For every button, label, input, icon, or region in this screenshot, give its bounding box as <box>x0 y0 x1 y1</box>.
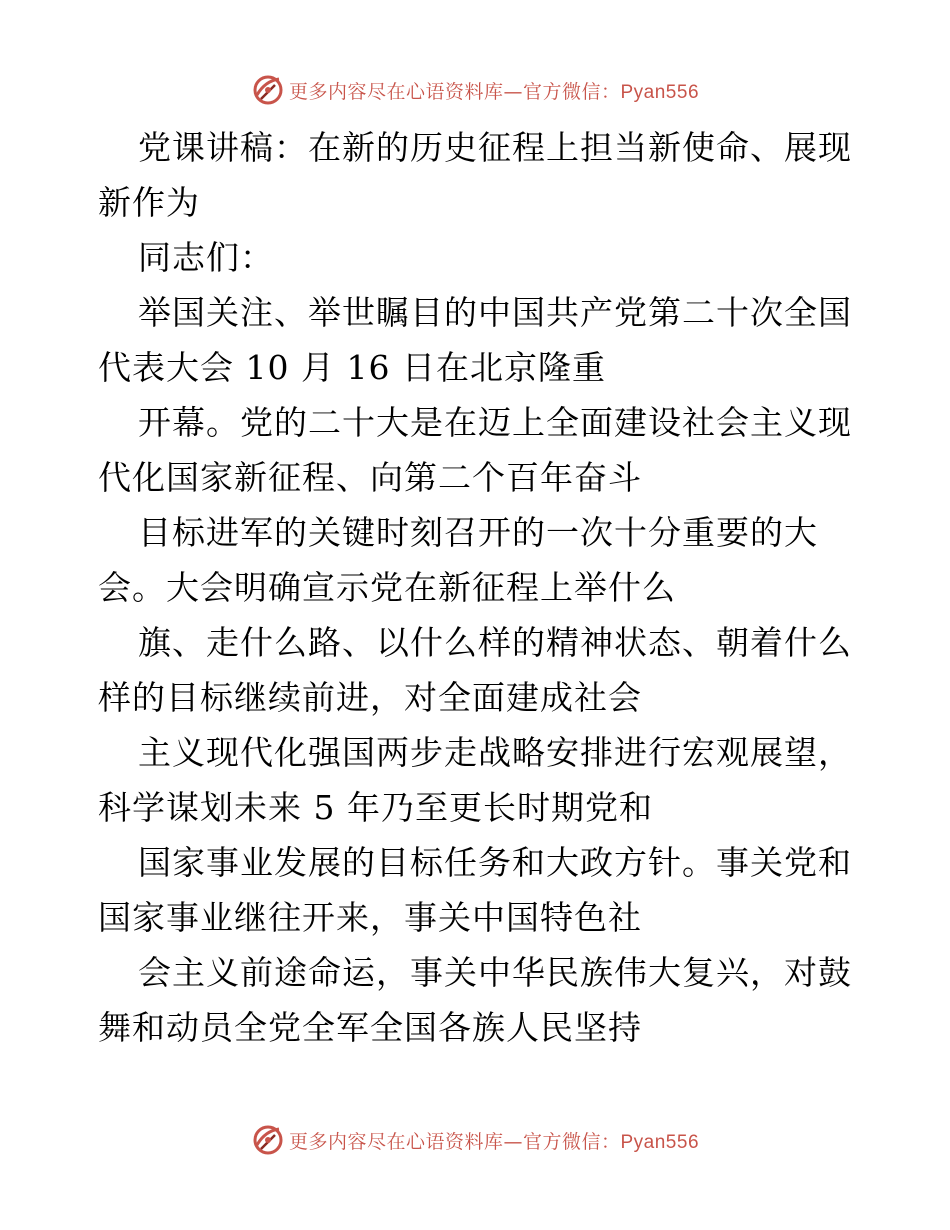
paragraph-line: 国家事业发展的目标任务和大政方针。事关党和 <box>138 843 852 882</box>
brand-logo-icon <box>251 1123 285 1157</box>
footer-banner-text <box>289 1127 699 1154</box>
header-banner-separator: — <box>503 80 523 103</box>
footer-banner-wechat-label: 官方微信： <box>522 1130 621 1153</box>
paragraph-line: 开幕。党的二十大是在迈上全面建设社会主义现 <box>138 403 852 442</box>
paragraph-line: 国家事业继往开来，事关中国特色社 <box>98 898 642 937</box>
paragraph-line: 样的目标继续前进，对全面建成社会 <box>98 678 642 717</box>
footer-watermark-banner <box>0 1120 950 1160</box>
paragraph-line: 旗、走什么路、以什么样的精神状态、朝着什么 <box>138 623 852 662</box>
paragraph-line: 主义现代化强国两步走战略安排进行宏观展望， <box>138 733 852 772</box>
paragraph-line: 目标进军的关键时刻召开的一次十分重要的大 <box>138 513 818 552</box>
paragraph-line: 举国关注、举世瞩目的中国共产党第二十次全国 <box>138 293 852 332</box>
header-banner-wechat-label: 官方微信： <box>522 80 621 103</box>
header-banner-text <box>289 77 699 104</box>
paragraph-line: 会主义前途命运，事关中华民族伟大复兴，对鼓 <box>138 953 852 992</box>
header-banner-main: 更多内容尽在心语资料库 <box>288 80 504 103</box>
paragraph-line: 会。大会明确宣示党在新征程上举什么 <box>98 568 676 607</box>
document-body <box>98 120 858 1055</box>
header-banner-handle: Pyan556 <box>620 81 700 103</box>
salutation: 同志们： <box>138 238 274 277</box>
document-title-line-2: 新作为 <box>98 183 200 222</box>
document-title-line-1: 党课讲稿：在新的历史征程上担当新使命、展现 <box>138 128 852 167</box>
paragraph-line: 代化国家新征程、向第二个百年奋斗 <box>98 458 642 497</box>
brand-logo-icon <box>251 73 285 107</box>
paragraph-line: 科学谋划未来 5 年乃至更长时期党和 <box>98 788 653 827</box>
footer-banner-handle: Pyan556 <box>620 1131 700 1153</box>
footer-banner-separator: — <box>503 1130 523 1153</box>
header-watermark-banner <box>0 70 950 110</box>
paragraph-line: 舞和动员全党全军全国各族人民坚持 <box>98 1008 642 1047</box>
footer-banner-main: 更多内容尽在心语资料库 <box>288 1130 504 1153</box>
paragraph-line: 代表大会 10 月 16 日在北京隆重 <box>98 348 606 387</box>
